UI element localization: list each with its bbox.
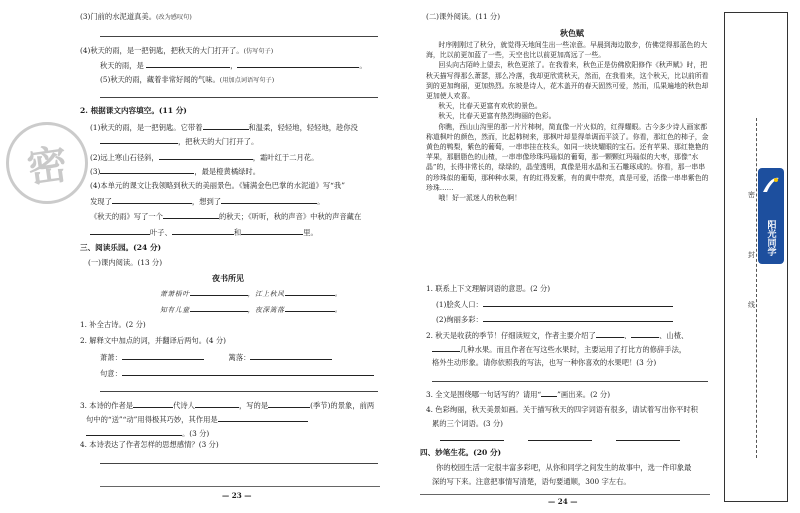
r-q2-cont2: 格外生动形象。请你依照我的写法，也写一种你喜欢的水果吧！(3 分) — [432, 358, 657, 367]
q2-4-cont3: 叶子、 和 里。 — [90, 227, 318, 238]
footer-rule — [420, 494, 710, 495]
q2-fill-title: 2. 根据课文内容填空。(11 分) — [80, 106, 187, 115]
poem-line-2: 知有儿童 ，夜深篱落 。 — [160, 306, 342, 314]
answer-line — [432, 381, 708, 382]
r-q2-cont: 几种水果。而且作者在写这些水果时，主要运用了打比方的修辞手法， — [432, 344, 686, 355]
answer-line — [100, 36, 378, 37]
section-4-title: 四、妙笔生花。(20 分) — [420, 448, 502, 457]
essay-paragraph: 秋天，比春天更富有热烈绚丽的色彩。 — [438, 112, 556, 121]
r-q4: 4. 色彩绚丽，秋天美景如画。关于描写秋天的四字词语有很多，请试着写出你平时积 — [426, 405, 698, 414]
q4-line: (4)秋天的雨，是一把钥匙，把秋天的大门打开了。(仿写句子) — [80, 46, 274, 55]
q2-2-line: (2)远上寒山石径斜， ，霜叶红于二月花。 — [90, 153, 319, 162]
q3-author-cont: 句中的“送”“动”用得极其巧妙，其作用是 — [86, 414, 308, 425]
section-3-title: 三、阅读乐园。(24 分) — [80, 243, 162, 252]
reading-1-title: (一)课内阅读。(13 分) — [88, 258, 163, 267]
reading-2-title: (二)课外阅读。(11 分) — [426, 12, 501, 21]
essay-title: 秋色赋 — [560, 28, 584, 38]
essay-paragraph: 秋天，比春天更富有欢欣的景色。 — [438, 102, 542, 111]
logo-text: 阳光同学 — [765, 220, 776, 256]
q2-words: 萧萧： 篱落： — [100, 352, 332, 363]
r-q1-a: (1)脍炙人口： — [436, 299, 673, 310]
binding-strip — [718, 0, 800, 513]
q2-1-line: (1)秋天的雨，是一把钥匙。它带着 和温柔，轻轻地，轻轻地，趁你没 — [90, 123, 358, 132]
essay-paragraph: 你瞧，西山山沟里的那一片片柿树，简直像一片火似的，红得耀眼。古今多少诗人画家都称道枫叶的颜色，然而，比起柿树来，那枫叶却显得单调而平淡了。你看，那红色的柿子，金黄色的鸭梨，紫色的葡萄，一串串挂在枝头，如同一块块耀眼的宝石。还有苹果、那红艳艳的苹果，那胭脂色的山楂，一串串像珍珠玛瑙似的葡萄，那一颗颗红玛瑙似的大枣，那像“水晶”的，长得非常长的，绿绿的，晶莹透明，真像是用水晶和玉石雕琢成的。你看，那一串串的珍珠似的葡萄，那种种水果，有的红得发紫，有的黄中带亮，真是可爱，活像一串串紫色的珍珠…… — [426, 122, 709, 192]
poem-line-1: 萧萧梧叶 ，江上秋风 。 — [160, 290, 342, 298]
essay-paragraph: 时序刚刚过了秋分，就觉得天地间生出一些凉意。早晨到海边散步，仿佛觉得那蓝色的大海，比以前更加蓝了一些，天空也比以前更加高远了一些。 — [426, 41, 708, 60]
answer-line — [100, 97, 378, 98]
q3-line: (3)门前的水泥道真美。(改为感叹句) — [80, 12, 192, 21]
q2-4-cont2: 《秋天的雨》写了一个 的秋天；《听听，秋的声音》中秋的声音藏在 — [90, 212, 362, 221]
seal-char-feng: 封 — [748, 251, 755, 259]
q3-author-cont2: 。(3 分) — [86, 428, 209, 439]
r-q4-blanks — [440, 433, 680, 444]
seal-char-xian: 线 — [748, 301, 755, 309]
page-number-right: — 24 — — [548, 497, 578, 506]
q2-1-cont: ，把秋天的大门打开了。 — [100, 136, 258, 147]
footer-rule — [100, 486, 380, 487]
r-q2: 2. 秋天是收获的季节！仔细读短文，作者主要介绍了 、 、山楂、 — [426, 331, 689, 340]
q4-answer-line: 秋天的雨，是 ， 。 — [100, 61, 367, 70]
q1-complete-poem: 1. 补全古诗。(2 分) — [80, 320, 146, 329]
answer-line — [100, 463, 378, 464]
q2-4-line: (4)本单元的课文让我领略到秋天的美丽景色。《铺满金色巴掌的水泥道》写“我” — [90, 181, 345, 190]
writing-prompt-1: 你的校园生活一定很丰富多彩吧，从你和同学之间发生的故事中，选一件印象最 — [436, 463, 692, 472]
publisher-logo — [758, 168, 784, 264]
answer-line — [100, 391, 378, 392]
essay-body — [426, 40, 712, 203]
essay-paragraph: 回头向古陌岭上望去，秋色更浓了。在我看来，秋色正是仿佛欧阳修作《秋声赋》时，把秋天描写得那么萧瑟，那么冷落，我却更欣赏秋天，然而，在我看来，这个秋天，比以前所看到的更加绚丽，更加热烈。东坡是诗人，花木盖开的春天固然可爱，然而，瓜果遍地的秋色却更加使人欢喜。 — [426, 61, 709, 101]
r-q1-title: 1. 联系上下文理解词语的意思。(2 分) — [426, 284, 551, 293]
q3-author: 3. 本诗的作者是 代诗人 ，写的是 (季节)的景象，前两 — [80, 401, 375, 410]
page-number-left: — 23 — — [222, 491, 252, 500]
q2-explain: 2. 解释文中加点的词，并翻译后两句。(4 分) — [80, 336, 226, 345]
right-page — [400, 0, 718, 513]
r-q3: 3. 全文是围绕哪一句话写的？请用“ ”画出来。(2 分) — [426, 390, 611, 399]
poem-title: 夜书所见 — [212, 273, 244, 283]
confidential-seal-watermark: 密 — [6, 122, 88, 204]
r-q4-cont: 累的三个词语。(3 分) — [432, 419, 504, 428]
q2-3-line: (3) ，最是橙黄橘绿时。 — [90, 167, 261, 176]
q5-line: (5)秋天的雨，藏着非常好闻的气味。(用加点词语写句子) — [100, 75, 275, 84]
q4-feeling: 4. 本诗表达了作者怎样的思想感情？(3 分) — [80, 440, 219, 449]
q2-4-cont1: 发现了 ，想到了 。 — [90, 197, 325, 206]
logo-swoosh-icon — [761, 174, 781, 196]
writing-prompt-2: 深的写下来。注意把事情写清楚，语句要通顺，300 字左右。 — [432, 477, 631, 486]
essay-paragraph: 哦！好一派迷人的秋色啊！ — [438, 194, 522, 203]
r-q1-b: (2)绚丽多彩： — [436, 314, 673, 325]
seal-char-mi: 密 — [748, 191, 755, 199]
q2-sentence: 句意： — [100, 368, 374, 379]
